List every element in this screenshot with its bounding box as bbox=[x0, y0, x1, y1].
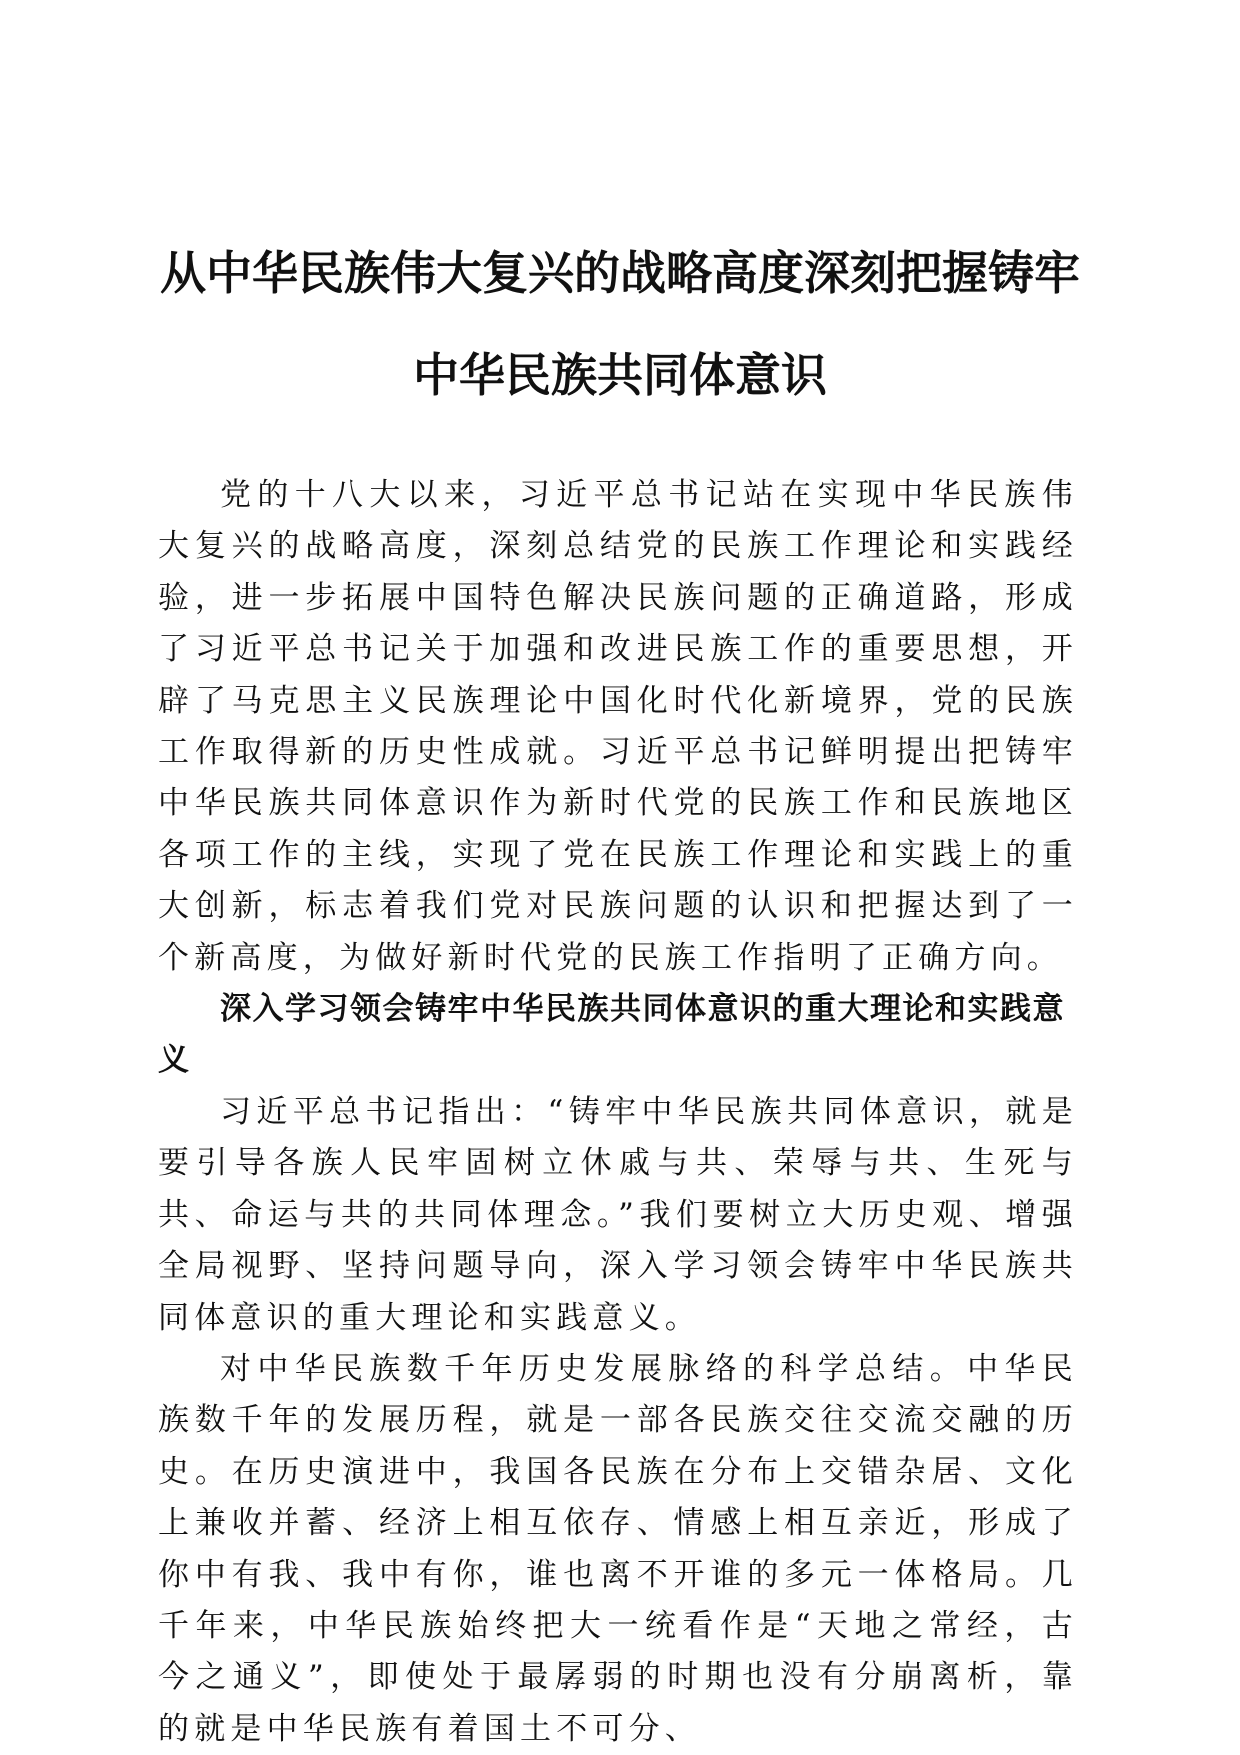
quote-paragraph: 习近平总书记指出：“铸牢中华民族共同体意识，就是要引导各族人民牢固树立休戚与共、荣辱与共、生死与共、命运与共的共同体理念。”我们要树立大历史观、增强全局视野、坚持问题导向，深入学习领会铸牢中华民族共同体意识的重大理论和实践意义。 bbox=[158, 1093, 1078, 1336]
history-paragraph: 对中华民族数千年历史发展脉络的科学总结。中华民族数千年的发展历程，就是一部各民族交往交流交融的历史。在历史演进中，我国各民族在分布上交错杂居、文化上兼收并蓄、经济上相互依存、情感上相互亲近，形成了你中有我、我中有你，谁也离不开谁的多元一体格局。几千年来，中华民族始终把大一统看作是“天地之常经，古今之通义”，即使处于最孱弱的时期也没有分崩离析，靠的就是中华民族有着国土不可分、 bbox=[158, 1350, 1078, 1747]
intro-paragraph: 党的十八大以来，习近平总书记站在实现中华民族伟大复兴的战略高度，深刻总结党的民族工作理论和实践经验，进一步拓展中国特色解决民族问题的正确道路，形成了习近平总书记关于加强和改进民族工作的重要思想，开辟了马克思主义民族理论中国化时代化新境界，党的民族工作取得新的历史性成就。习近平总书记鲜明提出把铸牢中华民族共同体意识作为新时代党的民族工作和民族地区各项工作的主线，实现了党在民族工作理论和实践上的重大创新，标志着我们党对民族问题的认识和把握达到了一个新高度，为做好新时代党的民族工作指明了正确方向。 bbox=[158, 477, 1078, 976]
document-title bbox=[140, 222, 1100, 426]
title-line-1: 从中华民族伟大复兴的战略高度深刻把握铸牢 bbox=[160, 246, 1080, 300]
document-body bbox=[158, 470, 1078, 1755]
section-heading: 深入学习领会铸牢中华民族共同体意识的重大理论和实践意义 bbox=[158, 991, 1065, 1079]
title-line-2: 中华民族共同体意识 bbox=[413, 348, 827, 402]
